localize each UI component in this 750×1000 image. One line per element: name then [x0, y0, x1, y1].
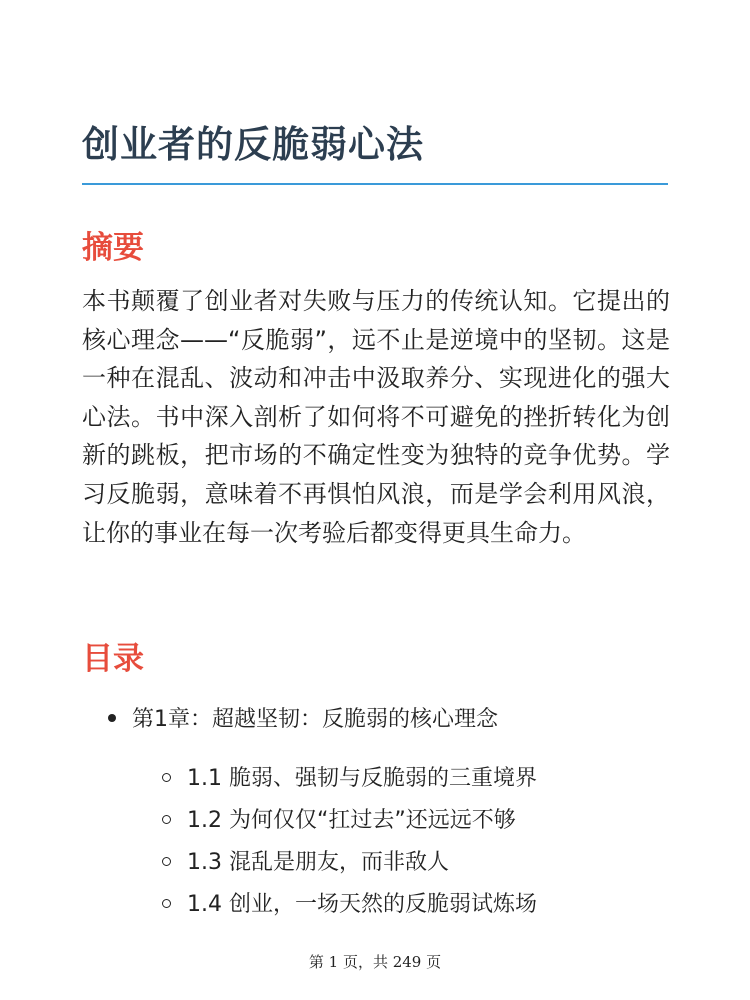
summary-paragraph: 本书颠覆了创业者对失败与压力的传统认知。它提出的核心理念——“反脆弱”，远不止是逆境中的坚韧。这是一种在混乱、波动和冲击中汲取养分、实现进化的强大心法。书中深入剖析了如何将不可避免的挫折转化为创新的跳板，把市场的不确定性变为独特的竞争优势。学习反脆弱，意味着不再惧怕风浪，而是学会利用风浪，让你的事业在每一次考验后都变得更具生命力。 [82, 287, 670, 547]
toc-section-label: 1.4 创业，一场天然的反脆弱试炼场 [187, 892, 537, 917]
bullet-circle-icon [162, 773, 171, 782]
title-divider [82, 183, 668, 185]
bullet-disc-icon [108, 714, 116, 722]
toc-section-1-3 [162, 845, 449, 876]
toc-section-1-1 [162, 761, 537, 792]
toc-section-1-2 [162, 803, 516, 834]
bullet-circle-icon [162, 899, 171, 908]
bullet-circle-icon [162, 857, 171, 866]
toc-section-label: 1.2 为何仅仅“扛过去”还远远不够 [187, 808, 516, 833]
book-title: 创业者的反脆弱心法 [82, 123, 424, 166]
bullet-circle-icon [162, 815, 171, 824]
toc-section-label: 1.3 混乱是朋友，而非敌人 [187, 850, 449, 875]
toc-heading: 目录 [82, 641, 144, 677]
page-number: 第 1 页，共 249 页 [308, 953, 442, 971]
toc-chapter-label: 第1章：超越坚韧：反脆弱的核心理念 [132, 707, 498, 732]
toc-section-label: 1.1 脆弱、强韧与反脆弱的三重境界 [187, 766, 537, 791]
summary-heading: 摘要 [82, 230, 144, 266]
toc-section-1-4 [162, 887, 537, 918]
toc-chapter-1 [108, 702, 498, 733]
